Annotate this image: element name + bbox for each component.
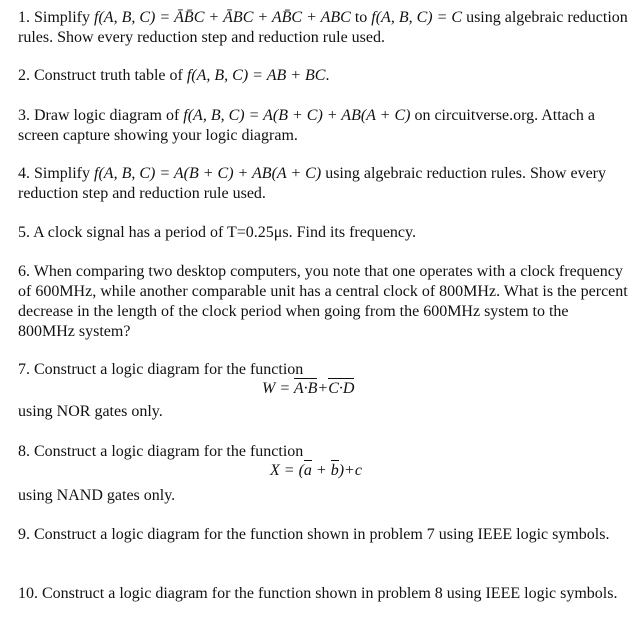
problem-2: 2. Construct truth table of f(A, B, C) = AB + BC. — [18, 67, 330, 84]
problem-7-constraint: using NOR gates only. — [18, 403, 163, 420]
problem-10: 10. Construct a logic diagram for the function shown in problem 8 using IEEE logic symbols. — [18, 585, 618, 602]
problem-6: 6. When comparing two desktop computers, you note that one operates with a clock frequency of 600MHz, while another comparable unit has a central clock of 800MHz. What is the percent decrease in the length of the clock period when going from the 600MHz system to the 800MHz system? — [18, 263, 628, 340]
problem-3: 3. Draw logic diagram of f(A, B, C) = A(B + C) + AB(A + C) on circuitverse.org. Attach a screen capture showing your logic diagram. — [18, 107, 595, 144]
problem-1: 1. Simplify f(A, B, C) = ĀB̄C + ĀBC + AB̄C + ABC to f(A, B, C) = C using algebraic reduction rules. Show every reduction step and reduction rule used. — [18, 9, 628, 46]
problem-7: 7. Construct a logic diagram for the function — [18, 361, 304, 378]
problem-8-constraint: using NAND gates only. — [18, 487, 176, 504]
problem-7-equation: W = A·B+C·D — [262, 380, 355, 397]
problem-1-expression: = ĀB̄C + ĀBC + AB̄C + ABC — [159, 9, 351, 26]
problem-8: 8. Construct a logic diagram for the function — [18, 443, 304, 460]
problem-4: 4. Simplify f(A, B, C) = A(B + C) + AB(A + C) using algebraic reduction rules. Show every reduction step and reduction rule used. — [18, 165, 606, 202]
problem-5: 5. A clock signal has a period of T=0.25μs. Find its frequency. — [18, 224, 416, 241]
problem-8-equation: X = (a + b)+c — [270, 462, 362, 479]
problem-9: 9. Construct a logic diagram for the function shown in problem 7 using IEEE logic symbols. — [18, 526, 610, 543]
